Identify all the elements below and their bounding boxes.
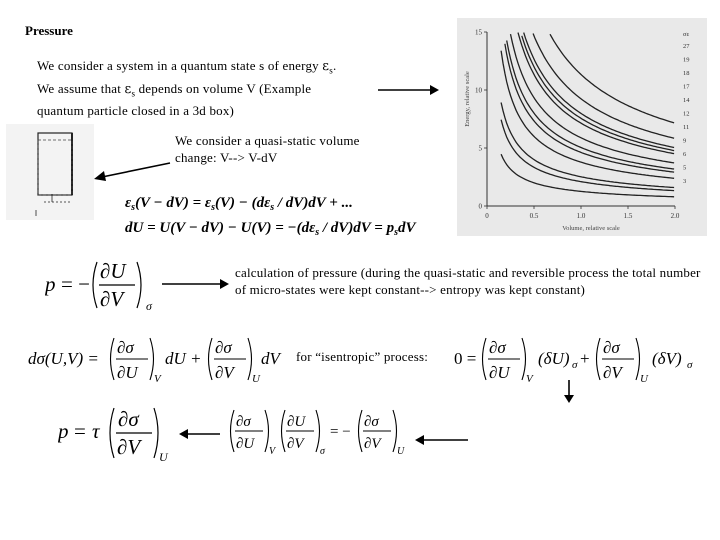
arrow-down bbox=[563, 380, 575, 404]
x-tick-label: 2.0 bbox=[670, 212, 680, 220]
right-level-label: 18 bbox=[683, 70, 690, 77]
y-tick-label: 15 bbox=[475, 28, 482, 37]
svg-text:σ: σ bbox=[146, 299, 152, 313]
svg-text:dσ(U,V) =: dσ(U,V) = bbox=[28, 349, 99, 368]
svg-text:σ: σ bbox=[572, 359, 578, 371]
x-tick-label: 1.5 bbox=[623, 212, 633, 220]
x-tick-label: 0.5 bbox=[529, 212, 539, 220]
svg-text:dV: dV bbox=[261, 349, 280, 368]
right-level-label: 11 bbox=[683, 124, 690, 131]
svg-text:τ: τ bbox=[92, 419, 100, 443]
x-tick-label: 1.0 bbox=[576, 212, 586, 220]
svg-text:+: + bbox=[580, 349, 590, 368]
right-top-label: σε bbox=[683, 31, 690, 38]
svg-text:∂σ: ∂σ bbox=[364, 414, 379, 430]
intro-line-3: quantum particle closed in a 3d box) bbox=[37, 103, 235, 119]
svg-text:∂V: ∂V bbox=[364, 436, 381, 452]
partial-derivative-chain-equation bbox=[226, 406, 416, 460]
svg-text:∂V: ∂V bbox=[215, 363, 234, 382]
svg-text:∂U: ∂U bbox=[287, 414, 306, 430]
intro-line-2: We assume that $\varepsilon_s$ depends on volume V (Example bbox=[37, 80, 312, 99]
box-sketch bbox=[6, 124, 94, 220]
right-level-label: 5 bbox=[683, 164, 687, 172]
pressure-from-entropy-equation bbox=[58, 400, 170, 466]
pressure-calculation-text: calculation of pressure (during the quasi-static and reversible process the total number of micro-states were kept constant--> entropy was kept constant) bbox=[235, 265, 701, 297]
svg-text:∂V: ∂V bbox=[100, 287, 124, 311]
svg-text:∂U: ∂U bbox=[236, 436, 255, 452]
right-level-label: 9 bbox=[683, 137, 687, 145]
right-level-label: 19 bbox=[683, 56, 690, 64]
svg-text:U: U bbox=[397, 446, 405, 457]
arrow-left-to-chain bbox=[414, 434, 468, 446]
energy-level-chart-svg bbox=[457, 18, 707, 236]
arrow-right-to-chart bbox=[378, 84, 440, 96]
eq-energy-state-change: $\varepsilon_s(V - dV) = \varepsilon_s(V) - (d\varepsilon_s / dV)dV$ + ... bbox=[125, 195, 353, 213]
svg-text:∂V: ∂V bbox=[603, 363, 622, 382]
svg-text:= −: = − bbox=[330, 424, 351, 440]
svg-text:U: U bbox=[252, 373, 260, 385]
x-tick-label: 0 bbox=[485, 212, 489, 220]
svg-text:=: = bbox=[74, 419, 86, 443]
y-tick-label: 10 bbox=[475, 86, 482, 95]
eq-internal-energy-change: dU = $U(V - dV) - U(V) = -(d\varepsilon_s / dV)dV = p_sdV$ bbox=[125, 220, 416, 238]
entropy-differential-equation bbox=[28, 332, 288, 388]
svg-text:∂σ: ∂σ bbox=[603, 338, 620, 357]
svg-text:(δV): (δV) bbox=[652, 349, 682, 368]
y-tick-label: 0 bbox=[478, 202, 482, 211]
quasi-static-text: We consider a quasi-static volume change: V--> V-dV bbox=[175, 133, 360, 165]
svg-text:V: V bbox=[526, 373, 533, 385]
svg-text:p: p bbox=[58, 419, 69, 443]
energy-level-curve bbox=[524, 33, 674, 148]
svg-text:dU +: dU + bbox=[165, 349, 202, 368]
svg-text:∂σ: ∂σ bbox=[118, 407, 139, 431]
svg-text:V: V bbox=[154, 373, 161, 385]
svg-text:∂σ: ∂σ bbox=[236, 414, 251, 430]
svg-text:∂σ: ∂σ bbox=[489, 338, 506, 357]
svg-text:∂U: ∂U bbox=[100, 259, 126, 283]
right-level-label: 3 bbox=[683, 178, 687, 185]
energy-level-curve bbox=[522, 36, 674, 151]
svg-text:σ: σ bbox=[320, 446, 325, 457]
energy-level-curve bbox=[533, 34, 674, 139]
y-axis-label: Energy, relative scale bbox=[464, 71, 471, 127]
svg-text:U: U bbox=[159, 450, 168, 464]
right-level-label: 27 bbox=[683, 43, 690, 50]
svg-text:(δU): (δU) bbox=[538, 349, 570, 368]
svg-text:∂U: ∂U bbox=[117, 363, 138, 382]
arrow-right-to-calc bbox=[162, 278, 230, 290]
svg-text:p: p bbox=[45, 272, 56, 296]
right-level-label: 6 bbox=[683, 151, 687, 158]
x-axis-label: Volume, relative scale bbox=[562, 225, 620, 232]
svg-text:= −: = − bbox=[61, 272, 90, 296]
arrow-left-to-result bbox=[178, 428, 220, 440]
arrow-left-to-box bbox=[92, 160, 172, 182]
right-level-label: 14 bbox=[683, 97, 690, 104]
pressure-from-energy-equation bbox=[45, 254, 160, 316]
energy-level-curve bbox=[511, 34, 675, 163]
isentropic-condition-equation bbox=[454, 332, 704, 388]
svg-text:0 =: 0 = bbox=[454, 349, 477, 368]
svg-text:∂U: ∂U bbox=[489, 363, 510, 382]
svg-text:∂V: ∂V bbox=[117, 435, 141, 459]
svg-text:∂σ: ∂σ bbox=[215, 338, 232, 357]
slide-title: Pressure bbox=[25, 23, 73, 38]
right-level-label: 12 bbox=[683, 110, 690, 118]
intro-text bbox=[37, 57, 417, 119]
svg-text:V: V bbox=[269, 446, 276, 457]
intro-line-1: We consider a system in a quantum state s of energy $\varepsilon_s$. bbox=[37, 58, 337, 76]
y-tick-label: 5 bbox=[478, 144, 482, 153]
svg-text:∂V: ∂V bbox=[287, 436, 304, 452]
isentropic-label: for “isentropic” process: bbox=[296, 349, 429, 364]
svg-text:U: U bbox=[640, 373, 648, 385]
energy-change-equations bbox=[125, 190, 455, 240]
right-level-label: 17 bbox=[683, 83, 690, 91]
svg-text:∂σ: ∂σ bbox=[117, 338, 134, 357]
energy-level-chart bbox=[457, 18, 707, 236]
svg-text:σ: σ bbox=[687, 359, 693, 371]
